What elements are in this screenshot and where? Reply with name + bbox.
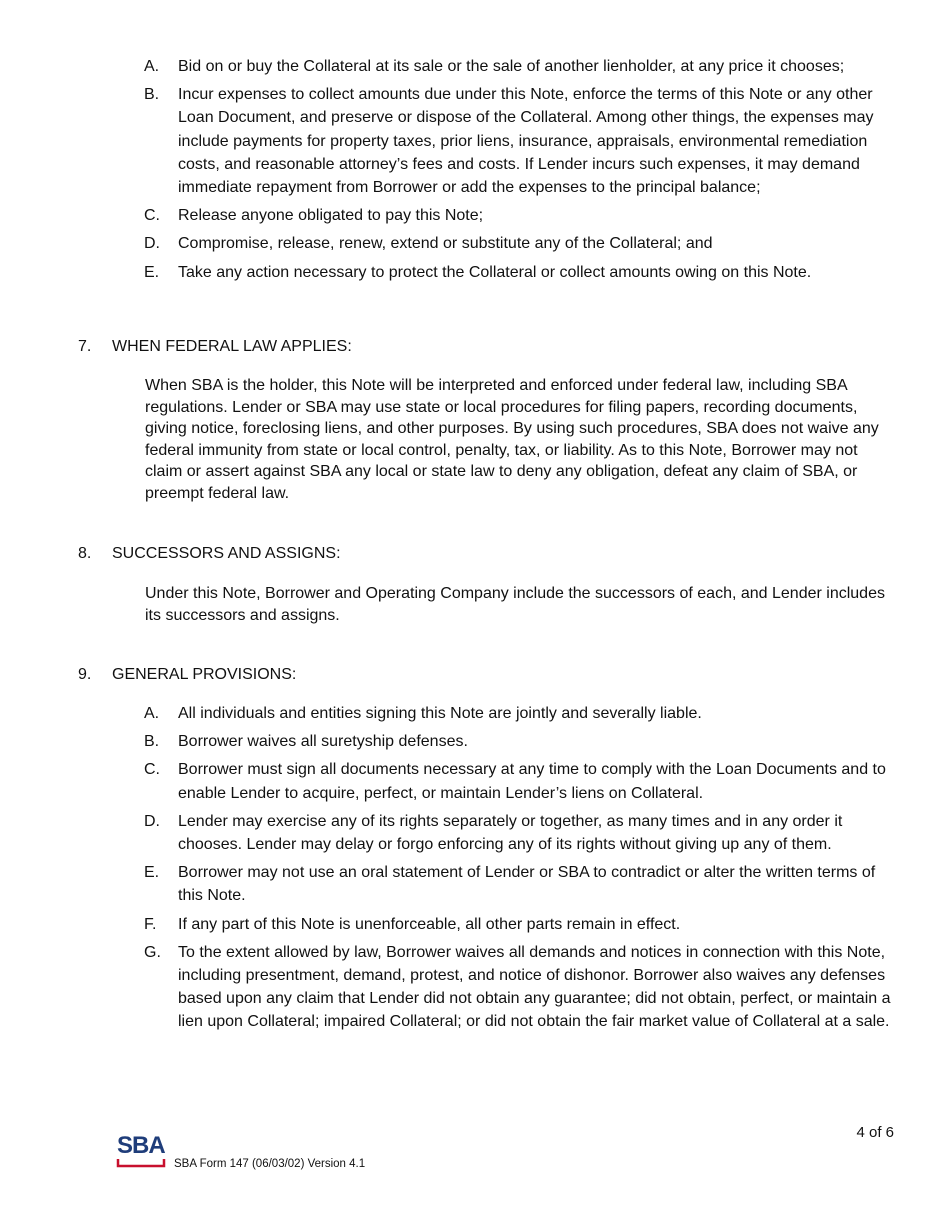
list-item [0, 232, 950, 255]
item-letter: D. [144, 235, 160, 253]
item-letter: B. [144, 86, 160, 104]
page-number: 4 of 6 [856, 1124, 894, 1141]
section-title: GENERAL PROVISIONS: [112, 666, 297, 683]
section-number: 8. [78, 545, 92, 562]
item-letter: G. [144, 943, 161, 961]
section9-list [0, 702, 950, 1039]
item-text: Borrower may not use an oral statement of Lender or SBA to contradict or alter the written terms of this Note. [178, 864, 876, 905]
list-item [0, 758, 950, 804]
item-text: If any part of this Note is unenforceable, all other parts remain in effect. [178, 915, 681, 933]
item-letter: E. [144, 263, 160, 281]
list-item [0, 730, 950, 753]
section-number: 9. [78, 666, 92, 683]
section-number: 7. [78, 338, 92, 355]
sba-logo-text: SBA [117, 1132, 165, 1159]
item-text: All individuals and entities signing this Note are jointly and severally liable. [178, 705, 702, 722]
list-item [0, 913, 950, 936]
section6-list [0, 55, 950, 289]
form-version-label: SBA Form 147 (06/03/02) Version 4.1 [174, 1158, 366, 1170]
item-text: Compromise, release, renew, extend or substitute any of the Collateral; and [178, 235, 713, 253]
section-title: WHEN FEDERAL LAW APPLIES: [112, 338, 352, 355]
section7-body: When SBA is the holder, this Note will be interpreted and enforced under federal law, including SBA regulations. Lender or SBA may use state or local procedures for filing papers, recording documents, giving notice, foreclosing liens, and other purposes. By using such procedures, SBA does not waive any federal immunity from state or local control, penalty, tax, or liability. As to this Note, Borrower may not claim or assert against SBA any local or state law to deny any obligation, defeat any claim of SBA, or preempt federal law. [145, 377, 879, 502]
item-letter: D. [144, 812, 160, 830]
item-text: Bid on or buy the Collateral at its sale or the sale of another lienholder, at any price it chooses; [178, 58, 845, 75]
item-letter: C. [144, 761, 160, 779]
item-text: Borrower waives all suretyship defenses. [178, 733, 468, 751]
sba-logo-bracket [118, 1159, 164, 1166]
list-item [0, 204, 950, 227]
item-letter: F. [144, 915, 157, 933]
sba-logo-icon [116, 1127, 168, 1169]
list-item [0, 941, 950, 1034]
list-item [0, 261, 950, 284]
list-item [0, 861, 950, 907]
item-letter: C. [144, 207, 160, 225]
list-item [0, 702, 950, 725]
item-text: To the extent allowed by law, Borrower waives all demands and notices in connection with this Note, including presentment, demand, protest, and notice of dishonor. Borrower also waives any defenses based upon any claim that Lender did not obtain any guarantee; did not obtain, perfect, or maintain a lien upon Collateral; impaired Collateral; or did not obtain the fair market value of Collateral at a sale. [178, 943, 891, 1031]
item-text: Release anyone obligated to pay this Note; [178, 207, 484, 225]
section-title: SUCCESSORS AND ASSIGNS: [112, 545, 341, 562]
item-text: Lender may exercise any of its rights separately or together, as many times and in any order it chooses. Lender may delay or forgo enforcing any of its rights without giving up any of them. [178, 812, 843, 854]
item-letter: B. [144, 733, 160, 751]
list-item [0, 83, 950, 199]
item-text: Borrower must sign all documents necessary at any time to comply with the Loan Documents and to enable Lender to acquire, perfect, or maintain Lender’s liens on Collateral. [178, 761, 886, 802]
list-item [0, 810, 950, 856]
item-letter: E. [144, 864, 160, 882]
item-text: Take any action necessary to protect the Collateral or collect amounts owing on this Note. [178, 263, 812, 281]
section8-body: Under this Note, Borrower and Operating Company include the successors of each, and Lender includes its successors and assigns. [145, 585, 885, 624]
item-letter: A. [144, 705, 160, 722]
item-letter: A. [144, 58, 160, 75]
item-text: Incur expenses to collect amounts due under this Note, enforce the terms of this Note or any other Loan Document, and preserve or dispose of the Collateral. Among other things, the expenses may include payments for property taxes, prior liens, insurance, appraisals, environmental remediation costs, and reasonable attorney’s fees and costs. If Lender incurs such expenses, it may demand immediate repayment from Borrower or add the expenses to the principal balance; [178, 86, 874, 197]
list-item [0, 55, 950, 78]
